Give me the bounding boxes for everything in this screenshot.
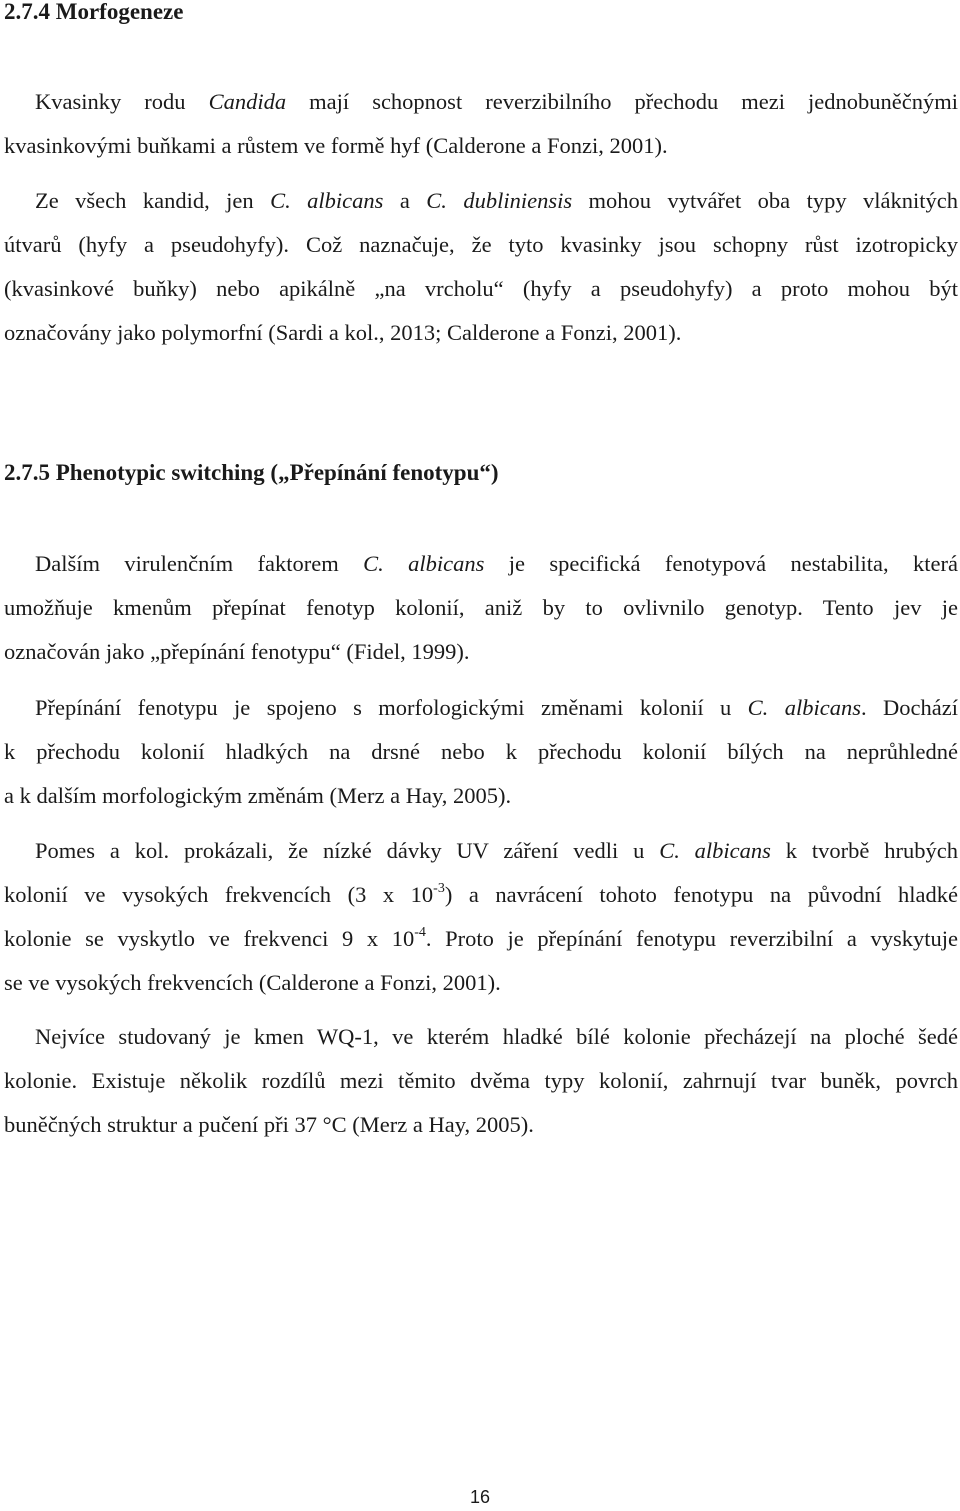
text-line: označovány jako polymorfní (Sardi a kol., 2013; Calderone a Fonzi, 2001).	[4, 320, 682, 345]
text-line: útvarů (hyfy a pseudohyfy). Což naznačuje, že tyto kvasinky jsou schopny růst izotropicky	[4, 232, 958, 257]
paragraph-morfogeneze-1	[4, 80, 958, 168]
section-heading-morfogeneze: 2.7.4 Morfogeneze	[4, 0, 184, 24]
text-line: k přechodu kolonií hladkých na drsné nebo k přechodu kolonií bílých na neprůhledné	[4, 739, 958, 764]
text-line: kolonie se vyskytlo ve frekvenci 9 x $10^{-4}$. Proto je přepínání fenotypu reverzibilní a vyskytuje	[4, 924, 958, 951]
text-line: kolonie. Existuje několik rozdílů mezi těmito dvěma typy kolonií, zahrnují tvar buněk, povrch	[4, 1068, 958, 1093]
exponent: -4	[414, 924, 426, 940]
text-line: (kvasinkové buňky) nebo apikálně „na vrcholu“ (hyfy a pseudohyfy) a proto mohou být	[4, 276, 958, 301]
text-line: a k dalším morfologickým změnám (Merz a Hay, 2005).	[4, 783, 512, 808]
paragraph-switching-1	[4, 542, 958, 674]
paragraph-switching-3	[4, 829, 958, 1005]
section-heading-phenotypic-switching: 2.7.5 Phenotypic switching („Přepínání fenotypu“)	[4, 460, 499, 485]
text-line: Nejvíce studovaný je kmen WQ-1, ve kterém hladké bílé kolonie přecházejí na ploché šedé	[35, 1024, 958, 1049]
text-line: se ve vysokých frekvencích (Calderone a Fonzi, 2001).	[4, 970, 501, 995]
text-line: kolonií ve vysokých frekvencích (3 x $10^{-3}$) a navrácení tohoto fenotypu na původní hladké	[4, 880, 958, 907]
text-line: Přepínání fenotypu je spojeno s morfologickými změnami kolonií u C. albicans. Dochází	[35, 695, 958, 720]
text-line: Kvasinky rodu Candida mají schopnost reverzibilního přechodu mezi jednobuněčnými	[35, 89, 958, 114]
paragraph-morfogeneze-2	[4, 179, 958, 355]
text-line: Ze všech kandid, jen C. albicans a C. dubliniensis mohou vytvářet oba typy vláknitých	[35, 188, 958, 213]
text-line: Pomes a kol. prokázali, že nízké dávky UV záření vedli u C. albicans k tvorbě hrubých	[35, 838, 958, 863]
paragraph-switching-2	[4, 686, 958, 818]
paragraph-switching-4	[4, 1015, 958, 1147]
text-line: umožňuje kmenům přepínat fenotyp kolonií, aniž by to ovlivnilo genotyp. Tento jev je	[4, 595, 958, 620]
text-line: buněčných struktur a pučení při 37 °C (Merz a Hay, 2005).	[4, 1112, 534, 1137]
text-line: označován jako „přepínání fenotypu“ (Fidel, 1999).	[4, 639, 470, 664]
text-line: Dalším virulenčním faktorem C. albicans je specifická fenotypová nestabilita, která	[35, 551, 958, 576]
text-line: kvasinkovými buňkami a růstem ve formě hyf (Calderone a Fonzi, 2001).	[4, 133, 668, 158]
page-number: 16	[469, 1487, 491, 1507]
exponent: -3	[433, 880, 445, 896]
